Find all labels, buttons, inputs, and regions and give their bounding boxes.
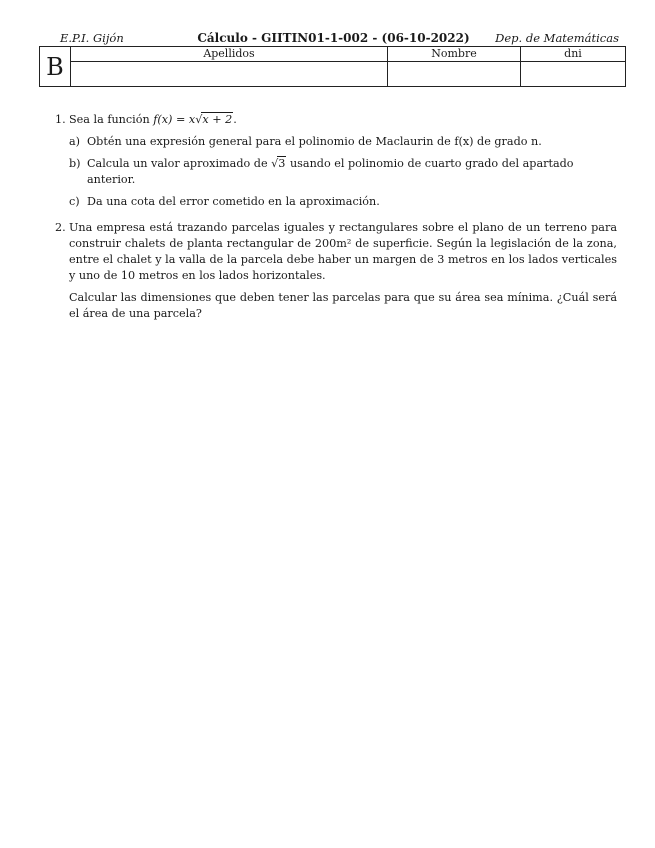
apellidos-header: Apellidos <box>71 47 388 62</box>
statement-text: Sea la función <box>69 113 150 126</box>
nombre-header: Nombre <box>388 47 521 62</box>
question-2-paragraph-1: Una empresa está trazando parcelas iguales y rectangulares sobre el plano de un terreno para construir chalets de planta rectangular de 200m² de superficie. Según la legislación de la zona, entre el chalet y la valla de la parcela debe haber un margen de 3 metros en los lados verticales y uno de 10 metros en los lados horizontales. <box>69 221 617 282</box>
exam-title: Cálculo - GIITIN01-1-002 - (06-10-2022) <box>197 31 470 45</box>
institution-name: E.P.I. Gijón <box>60 31 124 45</box>
item-text-suffix: usando el polinomio de cuarto grado del apartado anterior. <box>87 157 574 186</box>
sqrt-radicand: 3 <box>278 157 286 170</box>
item-label: c) <box>69 195 80 208</box>
question-2-paragraph-2: Calcular las dimensiones que deben tener las parcelas para que su área sea mínima. ¿Cuál será el área de una parcela? <box>69 291 617 320</box>
question-number: 2. <box>55 221 66 234</box>
question-number: 1. <box>55 113 66 126</box>
question-1-statement: Sea la función f(x) = x√x + 2. <box>69 113 237 126</box>
sqrt-symbol: √ <box>195 113 203 126</box>
dni-header: dni <box>521 47 626 62</box>
item-label: a) <box>69 135 81 148</box>
exam-header <box>42 31 625 47</box>
item-text-prefix: Calcula un valor aproximado de <box>87 157 268 170</box>
question-1a <box>69 134 617 150</box>
item-label: b) <box>69 157 81 170</box>
dni-field[interactable] <box>521 62 626 87</box>
sqrt-symbol: √ <box>271 157 279 170</box>
function-expression: f(x) = x <box>153 113 196 126</box>
question-1 <box>55 112 617 210</box>
exam-questions <box>55 112 617 330</box>
question-2 <box>55 220 617 322</box>
nombre-field[interactable] <box>388 62 521 87</box>
exam-version-letter: B <box>40 47 71 87</box>
student-id-table <box>39 46 626 87</box>
item-text: Obtén una expresión general para el polinomio de Maclaurin de f(x) de grado n. <box>87 135 542 148</box>
apellidos-field[interactable] <box>71 62 388 87</box>
item-text: Da una cota del error cometido en la aproximación. <box>87 195 380 208</box>
department-name: Dep. de Matemáticas <box>495 31 619 45</box>
sqrt-radicand: x + 2 <box>202 113 233 126</box>
question-1b <box>69 156 617 188</box>
question-1c <box>69 194 617 210</box>
